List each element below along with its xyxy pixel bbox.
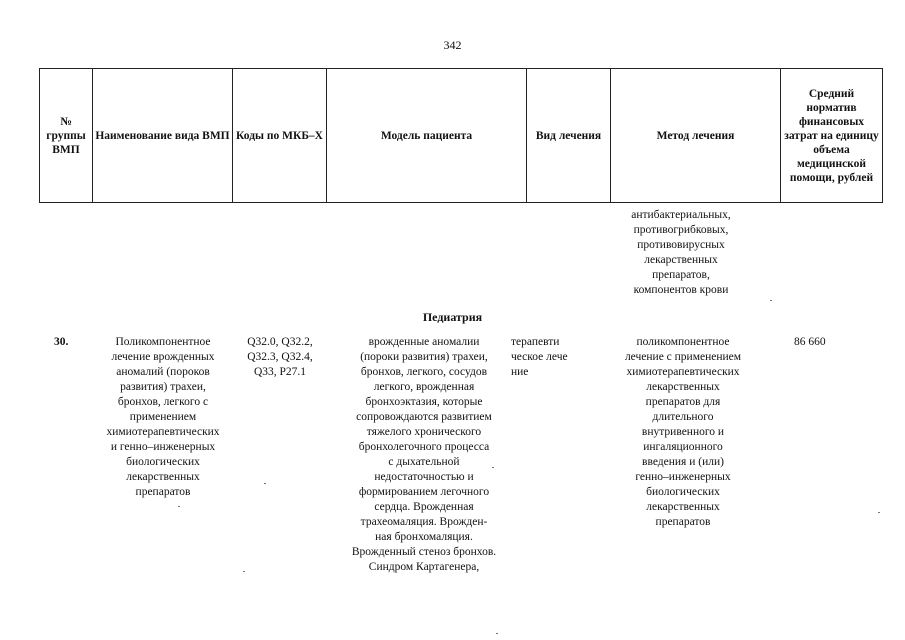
continuation-method-cell-line: препаратов, — [652, 269, 710, 281]
row-vmp-name-line: химиотерапевтических — [106, 426, 220, 438]
row-treatment-type-line: терапевти — [511, 336, 560, 348]
row-patient-model-line: формированием легочного — [358, 486, 490, 498]
row-vmp-name-line: бронхов, легкого с — [117, 396, 209, 408]
row-patient-model-line: бронхоэктазия, которые — [365, 396, 483, 408]
row-vmp-name-line: развития) трахеи, — [120, 381, 206, 393]
row-icd-codes-line: Q32.0, Q32.2, — [247, 336, 313, 348]
row-treatment-method-line: лекарственных — [646, 381, 720, 393]
row-treatment-method-line: внутривенного и — [641, 426, 725, 438]
row-vmp-name-line: и генно–инженерных — [110, 441, 216, 453]
row-patient-model-line: бронхолегочного процесса — [358, 441, 490, 453]
row-vmp-name-line: лекарственных — [126, 471, 200, 483]
scan-speck — [243, 571, 245, 572]
page-number: 342 — [443, 38, 462, 52]
row-average-cost: 86 660 — [794, 336, 826, 348]
scan-speck — [264, 483, 266, 484]
scan-speck — [492, 467, 494, 468]
row-patient-model-line: сердца. Врожденная — [374, 501, 474, 513]
scan-speck — [496, 633, 498, 634]
row-vmp-name-line: аномалий (пороков — [116, 366, 210, 378]
continuation-method-cell-line: антибактериальных, — [631, 209, 731, 221]
row-treatment-method-line: поликомпонентное — [636, 336, 730, 348]
header-icd-codes: Коды по МКБ–Х — [233, 69, 327, 203]
row-patient-model-line: Врожденный стеноз бронхов. — [351, 546, 497, 558]
header-average-cost: Средний норматив финансовых затрат на единицу объема медицинской помощи, рублей — [781, 69, 883, 203]
row-icd-codes-line: Q33, P27.1 — [253, 366, 307, 378]
header-patient-model: Модель пациента — [327, 69, 527, 203]
row-patient-model-line: недостаточностью и — [374, 471, 474, 483]
row-icd-codes-line: Q32.3, Q32.4, — [247, 351, 313, 363]
row-patient-model-line: (пороки развития) трахеи, — [360, 351, 488, 363]
row-treatment-method-line: введения и (или) — [642, 456, 724, 468]
row-treatment-method-line: биологических — [646, 486, 720, 498]
row-patient-model-line: Синдром Картагенера, — [368, 561, 480, 573]
row-treatment-method-line: препаратов для — [645, 396, 721, 408]
header-vmp-name: Наименование вида ВМП — [93, 69, 233, 203]
row-treatment-method — [598, 335, 768, 530]
row-patient-model-line: врожденные аномалии — [368, 336, 480, 348]
row-patient-model-line: ная бронхомаляция. — [375, 531, 473, 543]
row-vmp-name-line: Поликомпонентное — [115, 336, 211, 348]
table-header — [39, 68, 883, 203]
row-treatment-method-line: ингаляционного — [643, 441, 723, 453]
header-treatment-type: Вид лечения — [527, 69, 611, 203]
row-patient-model — [324, 335, 524, 575]
row-treatment-type-line: ние — [511, 366, 529, 378]
row-patient-model-line: сопровождаются развитием — [356, 411, 492, 423]
continuation-method-cell-line: противовирусных — [637, 239, 725, 251]
row-treatment-method-line: препаратов — [655, 516, 711, 528]
row-vmp-name-line: биологических — [126, 456, 200, 468]
row-treatment-method-line: лекарственных — [646, 501, 720, 513]
row-treatment-method-line: длительного — [652, 411, 714, 423]
row-vmp-name — [93, 335, 233, 500]
row-vmp-name-line: применением — [129, 411, 197, 423]
row-vmp-name-line: лечение врожденных — [111, 351, 215, 363]
row-patient-model-line: бронхов, легкого, сосудов — [360, 366, 488, 378]
header-treatment-method: Метод лечения — [611, 69, 781, 203]
row-patient-model-line: трахеомаляция. Врожден- — [360, 516, 488, 528]
row-treatment-method-line: лечение с применением — [624, 351, 742, 363]
continuation-method-cell-line: противогрибковых, — [633, 224, 729, 236]
row-patient-model-line: с дыхательной — [388, 456, 460, 468]
scan-speck — [878, 512, 880, 513]
section-title: Педиатрия — [422, 310, 483, 324]
row-treatment-method-line: генно–инженерных — [635, 471, 731, 483]
row-group-number: 30. — [54, 336, 69, 348]
row-vmp-name-line: препаратов — [135, 486, 191, 498]
continuation-method-cell-line: компонентов крови — [633, 284, 729, 296]
row-patient-model-line: тяжелого хронического — [366, 426, 482, 438]
row-patient-model-line: легкого, врожденная — [373, 381, 475, 393]
row-icd-codes — [233, 335, 327, 380]
row-treatment-method-line: химиотерапевтических — [626, 366, 740, 378]
scan-speck — [178, 506, 180, 507]
continuation-method-cell-line: лекарственных — [644, 254, 718, 266]
row-treatment-type-line: ческое лече — [511, 351, 568, 363]
row-treatment-type — [511, 335, 595, 380]
header-group-number: № группы ВМП — [40, 69, 93, 203]
continuation-method-cell — [596, 208, 766, 298]
scan-speck — [770, 300, 772, 301]
